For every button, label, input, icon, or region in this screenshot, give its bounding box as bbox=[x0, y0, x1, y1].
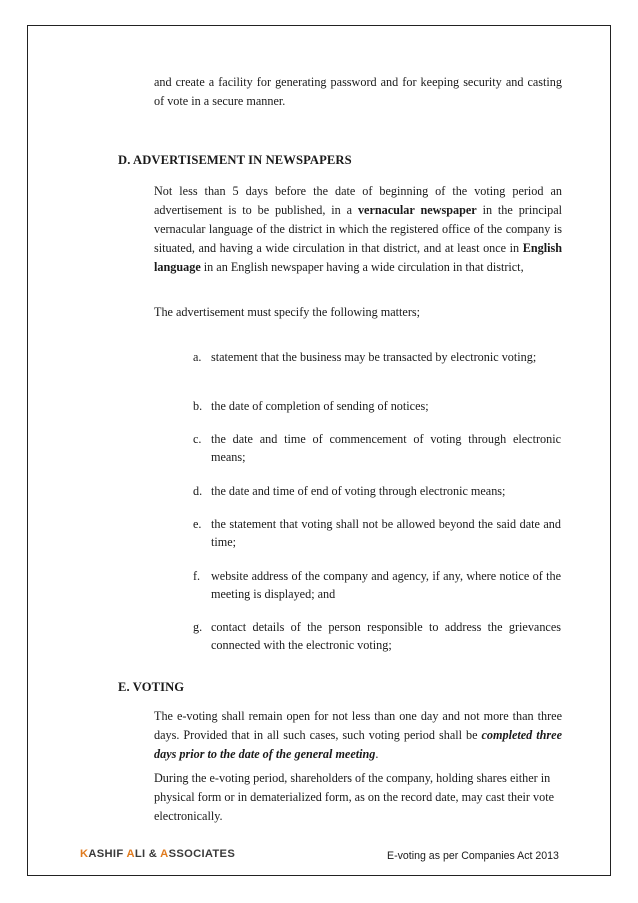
list-letter: a. bbox=[193, 350, 202, 364]
emphasis-completed: completed three days prior to the date of the general meeting bbox=[154, 728, 562, 761]
list-text: the date and time of end of voting through electronic means; bbox=[211, 484, 506, 498]
list-text: the statement that voting shall not be allowed beyond the said date and time; bbox=[211, 517, 561, 549]
list-item bbox=[193, 348, 561, 366]
section-e-paragraph: The e-voting shall remain open for not less than one day and not more than three days. Provided that in all such cases, such voting period shall be completed three days prior to the date of the general meeting. bbox=[154, 709, 562, 761]
list-letter: d. bbox=[193, 484, 203, 498]
list-letter: b. bbox=[193, 399, 203, 413]
list-text: statement that the business may be transacted by electronic voting; bbox=[211, 350, 537, 364]
list-item bbox=[193, 515, 561, 551]
list-item bbox=[193, 482, 561, 500]
intro-paragraph: and create a facility for generating password and for keeping security and casting of vote in a secure manner. bbox=[154, 75, 562, 108]
list-item bbox=[193, 567, 561, 603]
section-e-paragraph-2: During the e-voting period, shareholders of the company, holding shares either in physical form or in dematerialized form, as on the record date, may cast their vote electronically. bbox=[154, 771, 555, 823]
list-text: the date of completion of sending of notices; bbox=[211, 399, 429, 413]
firm-logo: KASHIF ALI & ASSOCIATES bbox=[80, 848, 236, 860]
list-letter: e. bbox=[193, 517, 202, 531]
list-text: contact details of the person responsible to address the grievances connected with the electronic voting; bbox=[211, 620, 561, 652]
list-text: website address of the company and agency, if any, where notice of the meeting is displayed; and bbox=[211, 569, 561, 601]
section-e-heading: E. VOTING bbox=[118, 680, 185, 694]
section-d-heading: D. ADVERTISEMENT IN NEWSPAPERS bbox=[118, 153, 352, 167]
emphasis-vernacular: vernacular newspaper bbox=[357, 203, 477, 217]
list-text: the date and time of commencement of voting through electronic means; bbox=[211, 432, 561, 464]
list-letter: c. bbox=[193, 432, 202, 446]
list-letter: g. bbox=[193, 620, 203, 634]
list-item bbox=[193, 618, 561, 654]
list-letter: f. bbox=[193, 569, 201, 583]
list-item bbox=[193, 397, 561, 415]
section-d-lead: The advertisement must specify the following matters; bbox=[154, 305, 421, 319]
footer-title: E-voting as per Companies Act 2013 bbox=[387, 850, 559, 862]
list-item bbox=[193, 430, 561, 466]
section-d-paragraph: Not less than 5 days before the date of beginning of the voting period an advertisement is to be published, in a vernacular newspaper in the principal vernacular language of the district in which the registered office of the company is situated, and having a wide circulation in that district, and at least once in English language in an English newspaper having a wide circulation in that district, bbox=[154, 184, 563, 274]
emphasis-english: English language bbox=[154, 241, 562, 274]
